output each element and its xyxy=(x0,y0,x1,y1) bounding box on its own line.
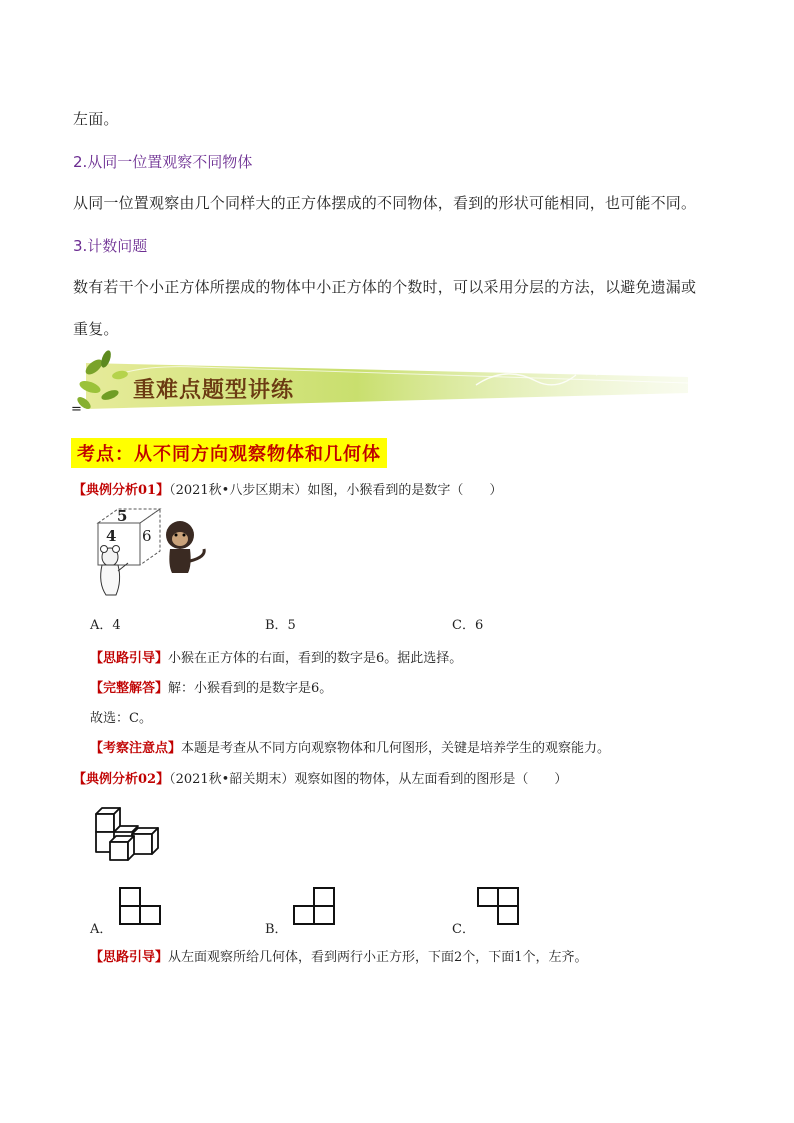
example2-option-a-label: A． xyxy=(90,922,113,937)
stacked-cubes-figure xyxy=(94,806,164,866)
example1-note-line xyxy=(90,737,610,756)
example2-option-b-shape xyxy=(292,886,336,930)
example1-answer-line xyxy=(90,677,332,696)
example1-answer: 解：小猴看到的是数字是6。 xyxy=(168,681,333,696)
section2-body: 从同一位置观察由几个同样大的正方体摆成的不同物体，看到的形状可能相同，也可能不同。 xyxy=(73,194,697,212)
example2-option-b-label: B． xyxy=(265,922,288,937)
example1-guide-tag: 【思路引导】 xyxy=(90,651,169,666)
example2-option-a-shape xyxy=(118,886,162,930)
example2-guide-tag: 【思路引导】 xyxy=(90,950,169,965)
section-banner xyxy=(76,345,688,419)
cube-right-number: 6 xyxy=(142,527,152,545)
example1-note: 本题是考查从不同方向观察物体和几何图形，关键是培养学生的观察能力。 xyxy=(181,741,611,756)
example1-guide-line xyxy=(90,647,462,666)
example1-answer-tag: 【完整解答】 xyxy=(90,681,169,696)
banner-marker: = xyxy=(71,402,82,417)
example2-question-line xyxy=(73,768,567,787)
example2-question: （2021秋•韶关期末）观察如图的物体，从左面看到的图形是（ ） xyxy=(169,772,568,787)
cube-front-number: 4 xyxy=(106,527,117,545)
example2-option-c-label: C． xyxy=(452,922,475,937)
section2-heading: 2.从同一位置观察不同物体 xyxy=(73,153,253,171)
example1-tag: 【典例分析01】 xyxy=(73,483,170,498)
example1-question-line xyxy=(73,479,502,498)
example1-option-c: C．6 xyxy=(452,618,484,633)
example2-tag: 【典例分析02】 xyxy=(73,772,170,787)
mouse-figure xyxy=(101,546,129,596)
section3-heading: 3.计数问题 xyxy=(73,237,148,255)
example2-guide: 从左面观察所给几何体，看到两行小正方形，下面2个，下面1个，左齐。 xyxy=(168,950,588,965)
example2-option-c-shape xyxy=(476,886,520,930)
cube-figure xyxy=(88,505,213,600)
monkey-figure xyxy=(166,521,204,573)
banner-title: 重难点题型讲练 xyxy=(133,378,295,403)
section3-body-line2: 重复。 xyxy=(73,320,119,338)
example1-guide: 小猴在正方体的右面，看到的数字是6。据此选择。 xyxy=(168,651,463,666)
section3-body-line1: 数有若干个小正方体所摆成的物体中小正方体的个数时，可以采用分层的方法，以避免遗漏或 xyxy=(73,278,697,296)
kaodian-highlight: 考点：从不同方向观察物体和几何体 xyxy=(71,438,387,468)
example1-choice: 故选：C。 xyxy=(90,711,152,726)
example1-note-tag: 【考察注意点】 xyxy=(90,741,182,756)
cube-top-number: 5 xyxy=(117,507,128,525)
example2-guide-line xyxy=(90,946,588,965)
example1-option-a: A．4 xyxy=(90,618,121,633)
intro-line: 左面。 xyxy=(73,110,119,128)
example1-question: （2021秋•八步区期末）如图，小猴看到的是数字（ ） xyxy=(169,483,503,498)
example1-option-b: B．5 xyxy=(265,618,296,633)
